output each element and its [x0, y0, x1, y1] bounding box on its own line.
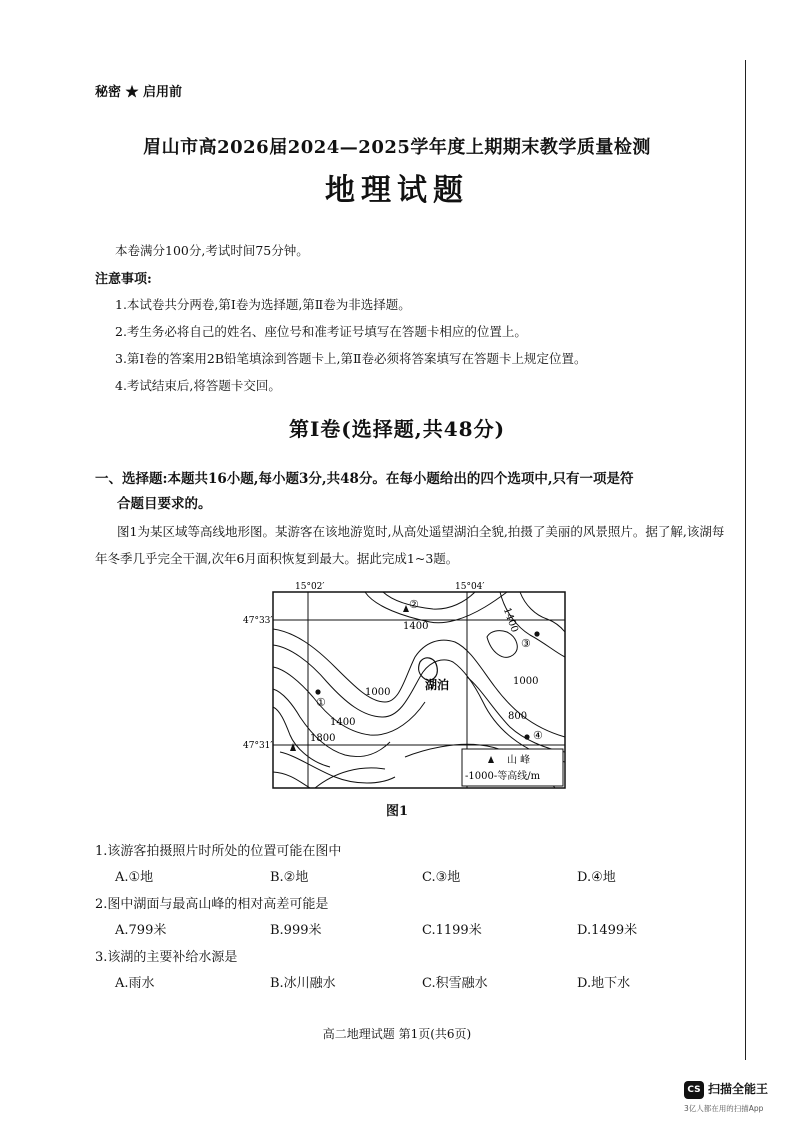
location-dot: [524, 734, 529, 739]
notes-title: 注意事项:: [95, 272, 152, 287]
option: B.999米: [270, 923, 322, 938]
option: B.冰川融水: [270, 976, 336, 991]
lon-label-right: 15°04′: [455, 582, 485, 592]
figure-caption: 图1: [385, 804, 409, 819]
option: C.1199米: [422, 923, 482, 938]
contour-label: 1000: [365, 687, 391, 698]
section-heading: [95, 467, 725, 517]
binding-margin-line: [745, 60, 746, 1060]
legend-peak-label: 山 峰: [507, 755, 531, 766]
option: D.④地: [577, 870, 616, 885]
option: B.②地: [270, 870, 309, 885]
legend-contour-label: -1000-等高线/m: [465, 771, 541, 782]
lat-label-top: 47°33′: [243, 616, 273, 626]
option: D.地下水: [577, 976, 631, 991]
contour-label: 1000: [513, 676, 539, 687]
subject-title: 地理试题: [325, 173, 469, 208]
contour-label: 800: [508, 711, 528, 722]
lon-label-left: 15°02′: [295, 582, 325, 592]
contour-label: 1400: [403, 621, 429, 632]
contour-label: 1800: [310, 733, 336, 744]
question-stem: 2.图中湖面与最高山峰的相对高差可能是: [95, 897, 329, 912]
passage: 图1为某区域等高线地形图。某游客在该地游览时,从高处遥望湖泊全貌,拍摄了美丽的风景照片。据了解,该湖每年冬季几乎完全干涸,次年6月面积恢复到最大。据此完成1~3题。: [95, 524, 725, 566]
contour-label: 1400: [330, 717, 356, 728]
note-item: 4.考试结束后,将答题卡交回。: [115, 378, 281, 393]
point-label: ④: [533, 729, 543, 742]
location-dot: [534, 631, 539, 636]
option: A.799米: [115, 923, 167, 938]
lat-label-bottom: 47°31′: [243, 741, 273, 751]
lake-outline: [419, 658, 438, 680]
location-dot: [315, 689, 320, 694]
section-heading-line-1: 一、选择题:本题共16小题,每小题3分,共48分。在每小题给出的四个选项中,只有一项是符: [95, 471, 634, 487]
score-time-line: 本卷满分100分,考试时间75分钟。: [115, 243, 309, 258]
option: C.③地: [422, 870, 461, 885]
point-label: ②: [409, 598, 419, 611]
note-item: 1.本试卷共分两卷,第Ⅰ卷为选择题,第Ⅱ卷为非选择题。: [115, 297, 411, 312]
secret-label: 秘密 ★ 启用前: [95, 85, 183, 100]
contour-map: [243, 577, 585, 792]
question-stem: 1.该游客拍摄照片时所处的位置可能在图中: [95, 844, 342, 859]
option: A.①地: [115, 870, 154, 885]
exam-title: 眉山市高2026届2024—2025学年度上期期末教学质量检测: [143, 137, 651, 158]
point-label: ①: [316, 696, 326, 709]
point-label: ③: [521, 637, 531, 650]
option: C.积雪融水: [422, 976, 488, 991]
section-heading-line-2: 合题目要求的。: [117, 496, 212, 512]
lake-label: 湖泊: [425, 678, 450, 692]
scanner-app-name: 扫描全能王: [708, 1082, 769, 1096]
scanner-tagline: 3亿人都在用的扫描App: [684, 1104, 764, 1113]
page-footer: 高二地理试题 第1页(共6页): [322, 1027, 472, 1041]
contour-label: 1400: [500, 606, 520, 634]
scanner-logo-icon: CS: [684, 1081, 704, 1099]
contour-map-figure: [243, 577, 585, 796]
part1-title: 第Ⅰ卷(选择题,共48分): [288, 417, 506, 441]
option: A.雨水: [115, 976, 155, 991]
question-stem: 3.该湖的主要补给水源是: [95, 950, 238, 965]
note-item: 3.第Ⅰ卷的答案用2B铅笔填涂到答题卡上,第Ⅱ卷必须将答案填写在答题卡上规定位置。: [115, 351, 587, 366]
option: D.1499米: [577, 923, 638, 938]
note-item: 2.考生务必将自己的姓名、座位号和准考证号填写在答题卡相应的位置上。: [115, 324, 527, 339]
